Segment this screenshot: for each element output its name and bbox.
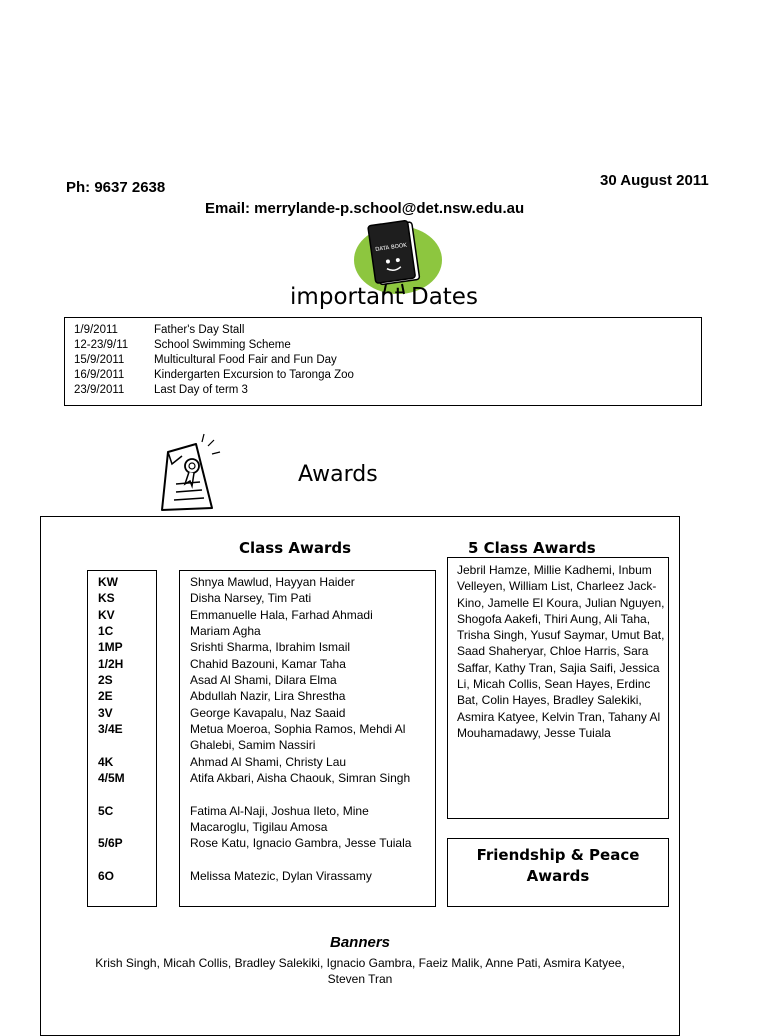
class-code: 2E xyxy=(98,689,113,703)
class-code: 6O xyxy=(98,869,115,883)
date-cell: 23/9/2011 xyxy=(74,384,125,396)
class-code: KS xyxy=(98,591,115,605)
award-names: Metua Moeroa, Sophia Ramos, Mehdi Al Ghalebi, Samim Nassiri xyxy=(190,722,406,753)
class-code: 3/4E xyxy=(98,722,123,736)
award-names: Ahmad Al Shami, Christy Lau xyxy=(190,755,347,769)
class-code: 1C xyxy=(98,624,114,638)
class-code: 5C xyxy=(98,804,114,818)
class-code: 4/5M xyxy=(98,771,125,785)
class-code: 3V xyxy=(98,706,113,720)
award-certificate-icon xyxy=(152,430,226,514)
class-code: 4K xyxy=(98,755,114,769)
class-code: KV xyxy=(98,608,115,622)
class-code: KW xyxy=(98,575,118,589)
date-row xyxy=(74,383,248,398)
award-names: Emmanuelle Hala, Farhad Ahmadi xyxy=(190,608,373,622)
school-email: Email: merrylande-p.school@det.nsw.edu.au xyxy=(205,200,525,217)
event-cell: Last Day of term 3 xyxy=(154,384,248,396)
awards-title: Awards xyxy=(298,462,378,487)
class-award-names-column xyxy=(179,570,436,907)
important-dates-table xyxy=(64,317,702,406)
class-code: 1MP xyxy=(98,640,123,654)
award-names: Disha Narsey, Tim Pati xyxy=(190,591,312,605)
award-names: Asad Al Shami, Dilara Elma xyxy=(190,673,337,687)
date-cell: 16/9/2011 xyxy=(74,369,125,381)
date-cell: 15/9/2011 xyxy=(74,354,125,366)
banners-names: Krish Singh, Micah Collis, Bradley Salekiki, Ignacio Gambra, Faeiz Malik, Anne Pati, Asmira Katyee, Steven Tran xyxy=(95,956,625,986)
award-names: Rose Katu, Ignacio Gambra, Jesse Tuiala xyxy=(190,836,412,850)
newsletter-date: 30 August 2011 xyxy=(600,172,709,189)
friendship-peace-awards-heading: Friendship & Peace Awards xyxy=(476,846,640,885)
diary-label: DATA BOOK xyxy=(374,242,408,254)
five-class-awards-heading: 5 Class Awards xyxy=(468,539,596,557)
class-code-column xyxy=(87,570,157,907)
award-names: Chahid Bazouni, Kamar Taha xyxy=(190,657,346,671)
award-names: Srishti Sharma, Ibrahim Ismail xyxy=(190,640,351,654)
event-cell: Father's Day Stall xyxy=(154,324,245,336)
five-class-award-names: Jebril Hamze, Millie Kadhemi, Inbum Velleyen, William List, Charleez Jack-Kino, Jamelle El Koura, Julian Nguyen, Shogofa Aakefi, Thiri Aung, Ali Taha, Trisha Singh, Yusuf Saymar, Umut Bat, Saad Shaheryar, Chloe Harris, Sara Saffar, Kathy Tran, Sajia Saifi, Jessica Li, Micah Collis, Sean Hayes, Erdinc Bat, Colin Hayes, Bradley Salekiki, Asmira Katyee, Kelvin Tran, Tahany Al Mouhamadawy, Jesse Tuiala xyxy=(457,563,665,740)
date-row xyxy=(74,338,291,353)
date-cell: 1/9/2011 xyxy=(74,324,118,336)
event-cell: Kindergarten Excursion to Taronga Zoo xyxy=(154,369,354,381)
award-names: Atifa Akbari, Aisha Chaouk, Simran Singh xyxy=(190,771,411,785)
award-names: Fatima Al-Naji, Joshua Ileto, Mine Macaroglu, Tigilau Amosa xyxy=(190,804,369,835)
date-cell: 12-23/9/11 xyxy=(74,339,129,351)
class-code: 2S xyxy=(98,673,113,687)
important-dates-title: important Dates xyxy=(290,284,478,310)
date-row xyxy=(74,323,244,338)
award-names: Mariam Agha xyxy=(190,624,261,638)
phone-number: Ph: 9637 2638 xyxy=(66,179,166,196)
class-awards-heading: Class Awards xyxy=(239,539,352,557)
banners-heading: Banners xyxy=(329,934,391,951)
event-cell: Multicultural Food Fair and Fun Day xyxy=(154,354,337,366)
award-names: Abdullah Nazir, Lira Shrestha xyxy=(190,689,346,703)
event-cell: School Swimming Scheme xyxy=(154,339,291,351)
date-row xyxy=(74,353,337,368)
date-row xyxy=(74,368,354,383)
award-names: Melissa Matezic, Dylan Virassamy xyxy=(190,869,372,883)
class-code: 5/6P xyxy=(98,836,123,850)
award-names: George Kavapalu, Naz Saaid xyxy=(190,706,346,720)
award-names: Shnya Mawlud, Hayyan Haider xyxy=(190,575,355,589)
five-class-awards-box xyxy=(447,557,669,819)
class-code: 1/2H xyxy=(98,657,124,671)
friendship-peace-awards-box xyxy=(447,838,669,907)
